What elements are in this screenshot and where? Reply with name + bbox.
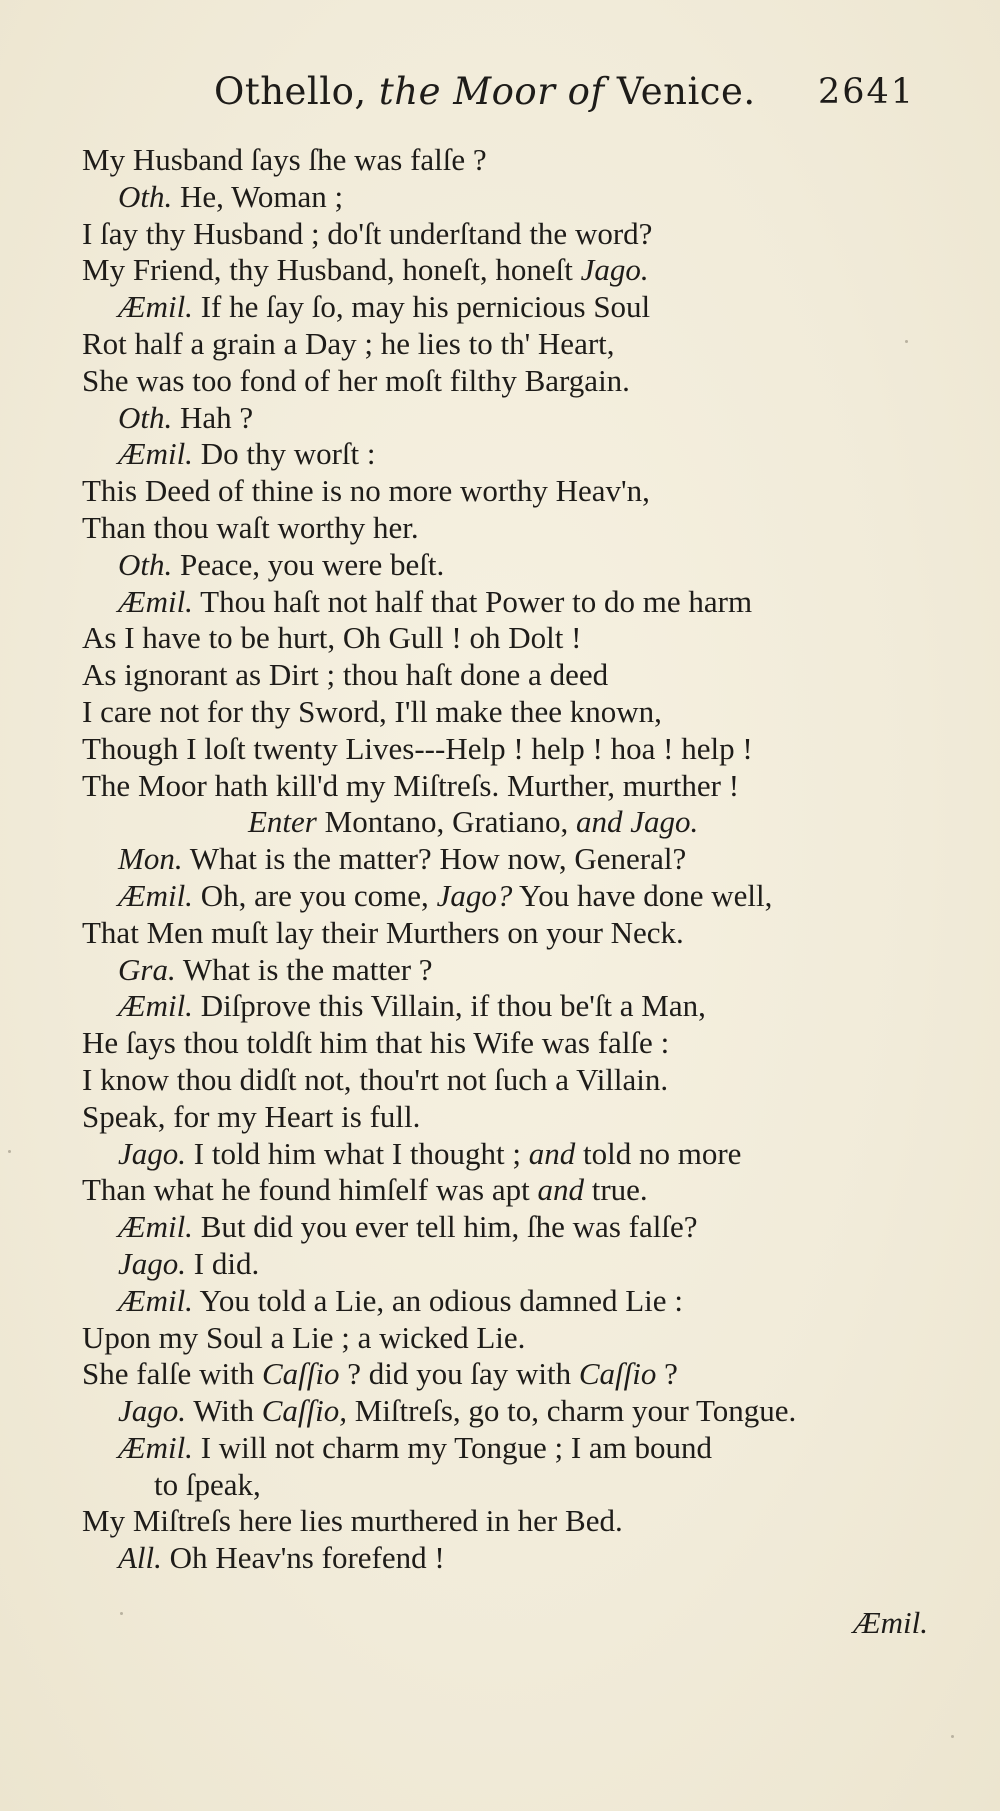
speaker-name: Æmil. xyxy=(118,1209,193,1245)
text-line xyxy=(82,179,942,216)
text-line xyxy=(82,731,942,768)
text-line xyxy=(82,1025,942,1062)
line-text: Hah ? xyxy=(180,399,254,435)
text-line xyxy=(82,620,942,657)
text-line xyxy=(82,436,942,473)
play-text xyxy=(82,142,942,1577)
running-title-pre: Othello, xyxy=(214,70,367,113)
speaker-name: Æmil. xyxy=(118,1282,193,1318)
text-line xyxy=(82,1172,942,1209)
line-text: I will not charm my Tongue ; I am bound xyxy=(200,1429,713,1465)
text-line xyxy=(82,878,942,915)
running-title xyxy=(214,70,756,113)
speaker-name: Jago. xyxy=(118,1245,187,1281)
page-header xyxy=(0,70,1000,120)
line-text: But did you ever tell him, ſhe was falſe? xyxy=(200,1209,698,1245)
line-text: What is the matter ? xyxy=(182,951,433,987)
paper-speck xyxy=(120,1612,123,1615)
line-text: If he ſay ſo, may his pernicious Soul xyxy=(200,289,651,325)
text-line xyxy=(82,694,942,731)
text-line xyxy=(82,1467,942,1504)
line-text: He ſays thou toldſt him that his Wife was falſe : xyxy=(82,1025,670,1061)
speaker-name: Oth. xyxy=(118,178,173,214)
speaker-name: Æmil. xyxy=(118,988,193,1024)
text-line xyxy=(82,768,942,805)
line-text: Thou haſt not half that Power to do me harm xyxy=(200,583,753,619)
line-text: Oh, are you come, Jago? You have done well, xyxy=(200,877,773,913)
speaker-name: All. xyxy=(118,1540,162,1576)
speaker-name: Oth. xyxy=(118,546,173,582)
line-text: Diſprove this Villain, if thou be'ſt a Man, xyxy=(200,988,706,1024)
line-text: My Husband ſays ſhe was falſe ? xyxy=(82,142,487,177)
text-line xyxy=(82,547,942,584)
line-text: I did. xyxy=(193,1245,260,1281)
line-text: Though I loſt twenty Lives---Help ! help ! hoa ! help ! xyxy=(82,730,753,766)
line-text: What is the matter? How now, General? xyxy=(189,841,687,877)
line-text: Speak, for my Heart is full. xyxy=(82,1098,421,1134)
line-text: Than what he found himſelf was apt and true. xyxy=(82,1172,648,1208)
speaker-name: Jago. xyxy=(118,1393,187,1429)
text-line xyxy=(82,1209,942,1246)
text-line xyxy=(82,1283,942,1320)
line-text: The Moor hath kill'd my Miſtreſs. Murther, murther ! xyxy=(82,767,740,803)
text-line xyxy=(82,1503,942,1540)
line-text: With Caſſio, Miſtreſs, go to, charm your Tongue. xyxy=(193,1393,797,1429)
text-line xyxy=(82,1320,942,1357)
speaker-name: Oth. xyxy=(118,399,173,435)
speaker-name: Æmil. xyxy=(118,289,193,325)
text-line xyxy=(82,657,942,694)
text-line xyxy=(82,1356,942,1393)
text-line xyxy=(82,216,942,253)
line-text: She falſe with Caſſio ? did you ſay with Caſſio ? xyxy=(82,1356,678,1392)
line-text: He, Woman ; xyxy=(180,178,344,214)
line-text: Do thy worſt : xyxy=(200,436,376,472)
paper-speck xyxy=(8,1150,11,1153)
speaker-name: Æmil. xyxy=(118,877,193,913)
line-text: My Friend, thy Husband, honeſt, honeſt Jago. xyxy=(82,252,649,288)
speaker-name: Æmil. xyxy=(118,1429,193,1465)
text-line xyxy=(82,915,942,952)
catchword: Æmil. xyxy=(853,1605,928,1640)
line-text: I care not for thy Sword, I'll make thee known, xyxy=(82,693,662,729)
text-line xyxy=(82,510,942,547)
line-text: That Men muſt lay their Murthers on your Neck. xyxy=(82,914,684,950)
text-line xyxy=(82,841,942,878)
text-line xyxy=(82,473,942,510)
speaker-name: Æmil. xyxy=(118,436,193,472)
text-line xyxy=(82,326,942,363)
speaker-name: Gra. xyxy=(118,951,176,987)
text-line xyxy=(82,1099,942,1136)
speaker-name: Jago. xyxy=(118,1135,187,1171)
text-line xyxy=(82,1062,942,1099)
paper-speck xyxy=(905,340,908,343)
line-text: Upon my Soul a Lie ; a wicked Lie. xyxy=(82,1319,526,1355)
text-line xyxy=(82,1430,942,1467)
line-text: Than thou waſt worthy her. xyxy=(82,509,419,545)
line-text: to ſpeak, xyxy=(154,1466,261,1502)
paper-speck xyxy=(951,1735,954,1738)
line-text: You told a Lie, an odious damned Lie : xyxy=(199,1282,683,1318)
text-line xyxy=(82,289,942,326)
text-line xyxy=(82,363,942,400)
line-text: Oh Heav'ns forefend ! xyxy=(169,1540,445,1576)
line-text: Enter Montano, Gratiano, and Jago. xyxy=(248,804,699,840)
line-text: Rot half a grain a Day ; he lies to th' Heart, xyxy=(82,325,615,361)
text-line xyxy=(82,988,942,1025)
text-line xyxy=(82,1393,942,1430)
stage-direction xyxy=(82,804,942,841)
running-title-italic: the Moor of xyxy=(378,70,605,113)
text-line xyxy=(82,952,942,989)
page-number: 2641 xyxy=(818,72,916,112)
line-text: Peace, you were beſt. xyxy=(180,546,445,582)
running-title-post: Venice. xyxy=(616,70,756,113)
speaker-name: Æmil. xyxy=(118,583,193,619)
text-line xyxy=(82,400,942,437)
line-text: As I have to be hurt, Oh Gull ! oh Dolt ! xyxy=(82,620,582,656)
line-text: I told him what I thought ; and told no more xyxy=(193,1135,742,1171)
text-line xyxy=(82,584,942,621)
line-text: She was too fond of her moſt filthy Bargain. xyxy=(82,362,630,398)
text-line xyxy=(82,1540,942,1577)
line-text: My Miſtreſs here lies murthered in her Bed. xyxy=(82,1503,623,1539)
text-line xyxy=(82,252,942,289)
line-text: I ſay thy Husband ; do'ſt underſtand the word? xyxy=(82,215,653,251)
line-text: I know thou didſt not, thou'rt not ſuch a Villain. xyxy=(82,1061,669,1097)
line-text: As ignorant as Dirt ; thou haſt done a deed xyxy=(82,657,609,693)
speaker-name: Mon. xyxy=(118,841,183,877)
line-text: This Deed of thine is no more worthy Heav'n, xyxy=(82,473,650,509)
text-line xyxy=(82,1246,942,1283)
text-line xyxy=(82,142,942,179)
text-line xyxy=(82,1136,942,1173)
